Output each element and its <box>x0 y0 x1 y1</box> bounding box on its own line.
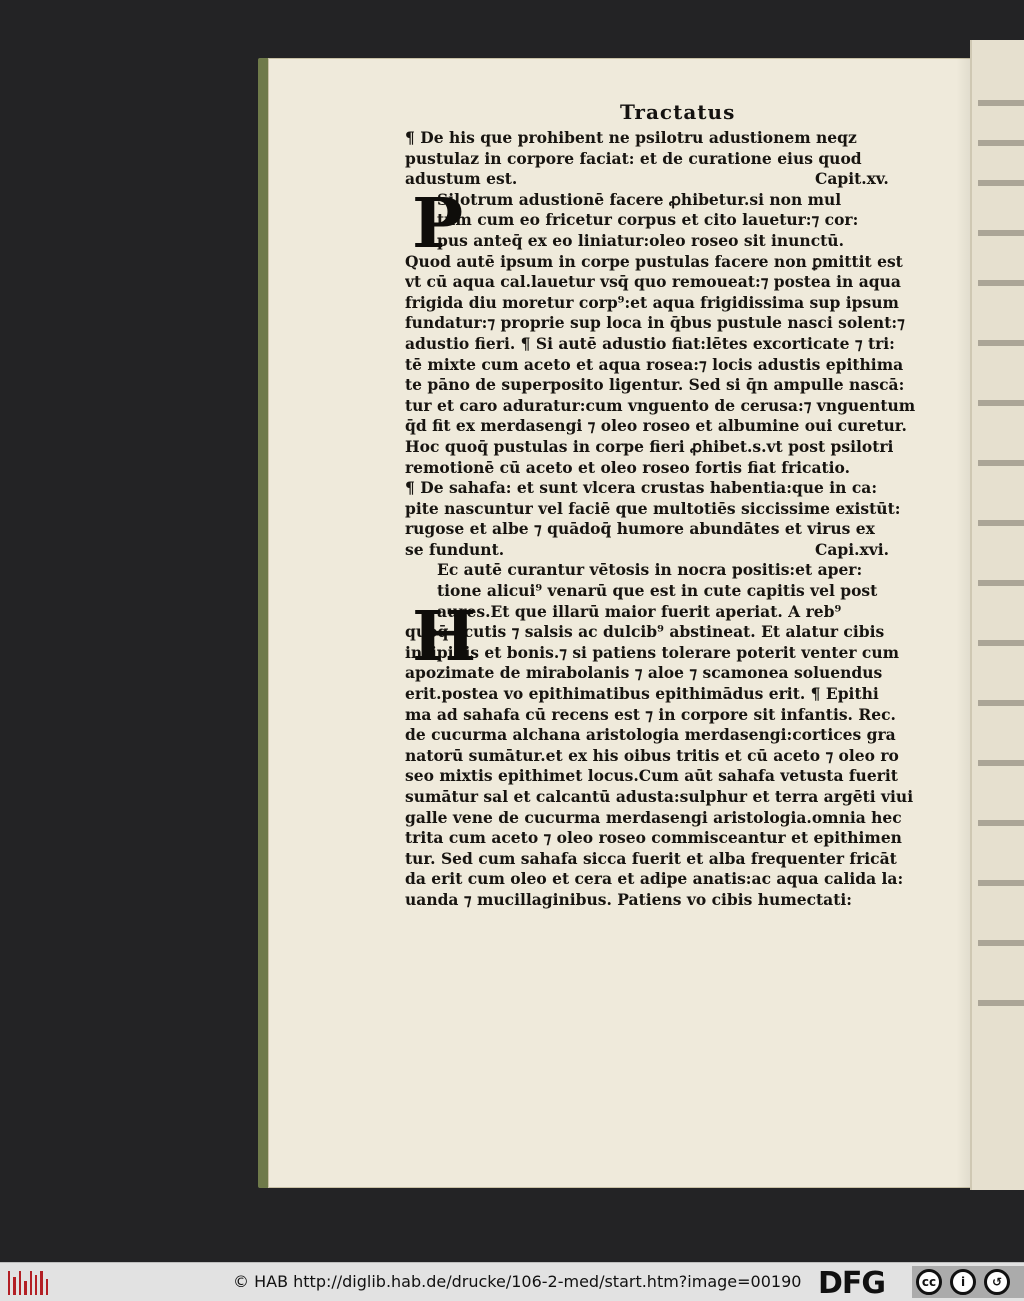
text-line: pustulaz in corpore faciat: et de curatione eius quod <box>405 148 862 168</box>
facing-page <box>970 40 1024 1190</box>
text-line: uanda ⁊ mucillaginibus. Patiens vo cibis humectati: <box>405 889 852 909</box>
page-text <box>405 128 965 911</box>
text-line: de cucurma alchana aristologia merdasengi:cortices gra <box>405 725 896 745</box>
text-line: natorū sumātur.et ex his oibus tritis et cū aceto ⁊ oleo ro <box>405 745 899 765</box>
text-line: apozimate de mirabolanis ⁊ aloe ⁊ scamonea soluendus <box>405 663 883 683</box>
library-logo-icon <box>8 1271 48 1295</box>
running-head: Tractatus <box>620 100 736 124</box>
text-line: ¶ De sahafa: et sunt vlcera crustas habentia:que in ca: <box>405 478 878 498</box>
chapter-heading: Capi.xvi. <box>815 539 890 559</box>
dfg-logo: DFG <box>818 1266 886 1301</box>
cc-license-badge[interactable] <box>912 1266 1024 1298</box>
text-line: sumātur sal et calcantū adusta:sulphur et terra argēti viui <box>405 787 914 806</box>
text-line: ma ad sahafa cū recens est ⁊ in corpore sit infantis. Rec. <box>405 704 896 724</box>
footer-bar <box>0 1262 1024 1301</box>
text-line: erit.postea vo epithimatibus epithimādus erit. ¶ Epithi <box>405 684 879 704</box>
text-line: rugose et albe ⁊ quādoq̄ humore abundātes et virus ex <box>405 519 875 539</box>
text-line: q̄d fit ex merdasengi ⁊ oleo roseo et albumine oui curetur. <box>405 416 907 436</box>
text-line: da erit cum oleo et cera et adipe anatis:ac aqua calida la: <box>405 869 904 889</box>
text-line: quoq̄ acutis ⁊ salsis ac dulcib⁹ abstineat. Et alatur cibis <box>405 622 885 642</box>
cc-icon: cc <box>916 1269 942 1295</box>
text-line: tur et caro aduratur:cum vnguento de cerusa:⁊ vnguentum <box>405 395 916 415</box>
text-line: vt cū aqua cal.lauetur vsq̄ quo remoueat:⁊ postea in aqua <box>405 272 901 292</box>
text-line: Quod autē ipsum in corpe pustulas facere non ꝑmittit est <box>405 251 903 271</box>
source-link[interactable]: © HAB http://diglib.hab.de/drucke/106-2-med/start.htm?image=00190 <box>233 1272 802 1291</box>
text-line: adustio fieri. ¶ Si autē adustio fiat:lētes excorticate ⁊ tri: <box>405 333 895 353</box>
text-line: tur. Sed cum sahafa sicca fuerit et alba frequenter fricāt <box>405 848 897 868</box>
initial-letter: H <box>412 597 477 677</box>
text-line: seo mixtis epithimet locus.Cum aūt sahafa vetusta fuerit <box>405 766 898 786</box>
sa-icon: ↺ <box>984 1269 1010 1295</box>
text-line: tum cum eo fricetur corpus et cito lauetur:⁊ cor: <box>437 210 859 230</box>
text-line: tē mixte cum aceto et aqua rosea:⁊ locis adustis epithima <box>405 354 904 374</box>
text-line: pus anteq̄ ex eo liniatur:oleo roseo sit inunctū. <box>437 230 844 250</box>
text-line: te pāno de superposito ligentur. Sed si q̄n ampulle nascā: <box>405 375 905 395</box>
text-line: Silotrum adustionē facere ꝓhibetur.si non mul <box>437 189 842 209</box>
text-line: remotionē cū aceto et oleo roseo fortis fiat fricatio. <box>405 457 851 477</box>
initial-letter: P <box>412 184 464 264</box>
text-line: trita cum aceto ⁊ oleo roseo commisceantur et epithimen <box>405 828 902 848</box>
text-line: fundatur:⁊ proprie sup loca in q̄bus pustule nasci solent:⁊ <box>405 313 905 333</box>
text-line: frigida diu moretur corp⁹:et aqua frigidissima sup ipsum <box>405 292 899 312</box>
text-line: ¶ De his que prohibent ne psilotru adustionem neqz <box>405 128 857 147</box>
text-line: se fundunt. <box>405 539 505 559</box>
text-line: Ec autē curantur vētosis in nocra positis:et aper: <box>437 560 863 580</box>
text-line: insipidis et bonis.⁊ si patiens tolerare poterit venter cum <box>405 642 900 662</box>
text-line: pite nascuntur vel faciē que multotiēs siccissime existūt: <box>405 498 901 518</box>
by-icon: i <box>950 1269 976 1295</box>
text-line: aures.Et que illarū maior fuerit aperiat. A reb⁹ <box>437 601 842 621</box>
text-line: galle vene de cucurma merdasengi aristologia.omnia hec <box>405 807 902 827</box>
chapter-heading: Capit.xv. <box>815 169 889 189</box>
text-line: tione alicui⁹ venarū que est in cute capitis vel post <box>437 581 878 601</box>
text-line: Hoc quoq̄ pustulas in corpe fieri ꝓhibet.s.vt post psilotri <box>405 436 894 456</box>
text-line: adustum est. <box>405 169 518 189</box>
